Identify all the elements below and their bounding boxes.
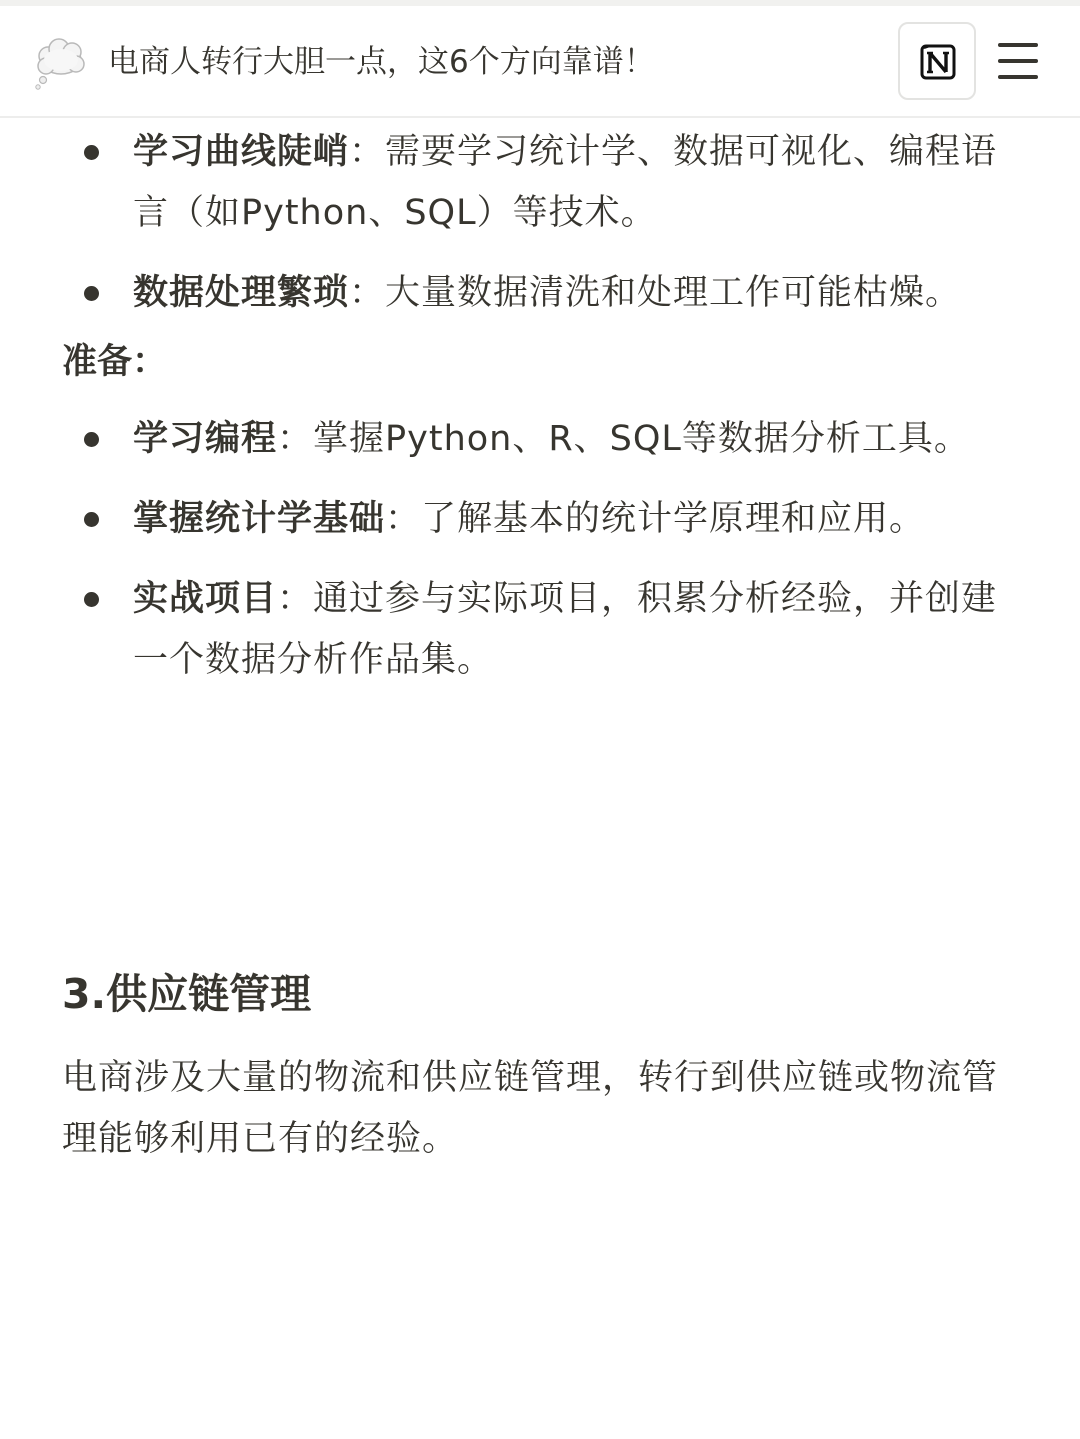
item-separator: ：: [349, 132, 386, 172]
item-label: 实战项目: [133, 579, 278, 619]
section-paragraph: 电商涉及大量的物流和供应链管理，转行到供应链或物流管理能够利用已有的经验。: [62, 1058, 999, 1159]
item-text: 大量数据清洗和处理工作可能枯燥。: [385, 273, 962, 313]
list-item: [62, 263, 1002, 324]
item-label: 掌握统计学基础: [133, 499, 386, 539]
notion-logo-icon: [919, 43, 957, 81]
item-separator: ：: [277, 419, 314, 459]
hamburger-menu-icon: [994, 38, 1042, 84]
item-text: 掌握Python、R、SQL等数据分析工具。: [313, 419, 970, 459]
notion-button[interactable]: [898, 22, 976, 100]
list-item: [62, 489, 1002, 550]
item-separator: ：: [349, 273, 386, 313]
item-text: 需要学习统计学、数据可视化、编程语言（如Python、SQL）等技术。: [133, 132, 998, 233]
menu-button[interactable]: [994, 38, 1042, 84]
thought-balloon-icon: [34, 36, 88, 90]
bullet-dot: [84, 286, 99, 301]
list-item: [62, 409, 1002, 470]
item-text: 了解基本的统计学原理和应用。: [421, 499, 926, 539]
bullet-dot: [84, 145, 99, 160]
page-title: 电商人转行大胆一点，这6个方向靠谱！: [108, 44, 655, 80]
bullet-list-cons: [62, 122, 1002, 324]
item-label: 数据处理繁琐: [133, 273, 350, 313]
page-header: [0, 6, 1080, 118]
bullet-dot: [84, 512, 99, 527]
item-separator: ：: [385, 499, 422, 539]
page-content: [62, 122, 1002, 710]
prep-label: 准备：: [62, 342, 168, 382]
item-separator: ：: [277, 579, 314, 619]
list-item: [62, 569, 1002, 691]
item-label: 学习编程: [133, 419, 278, 459]
item-text: 通过参与实际项目，积累分析经验，并创建一个数据分析作品集。: [133, 579, 998, 680]
item-label: 学习曲线陡峭: [133, 132, 350, 172]
bullet-dot: [84, 432, 99, 447]
bullet-list-prep: [62, 409, 1002, 691]
bullet-dot: [84, 592, 99, 607]
list-item: [62, 122, 1002, 244]
section-heading: 3.供应链管理: [62, 970, 312, 1018]
